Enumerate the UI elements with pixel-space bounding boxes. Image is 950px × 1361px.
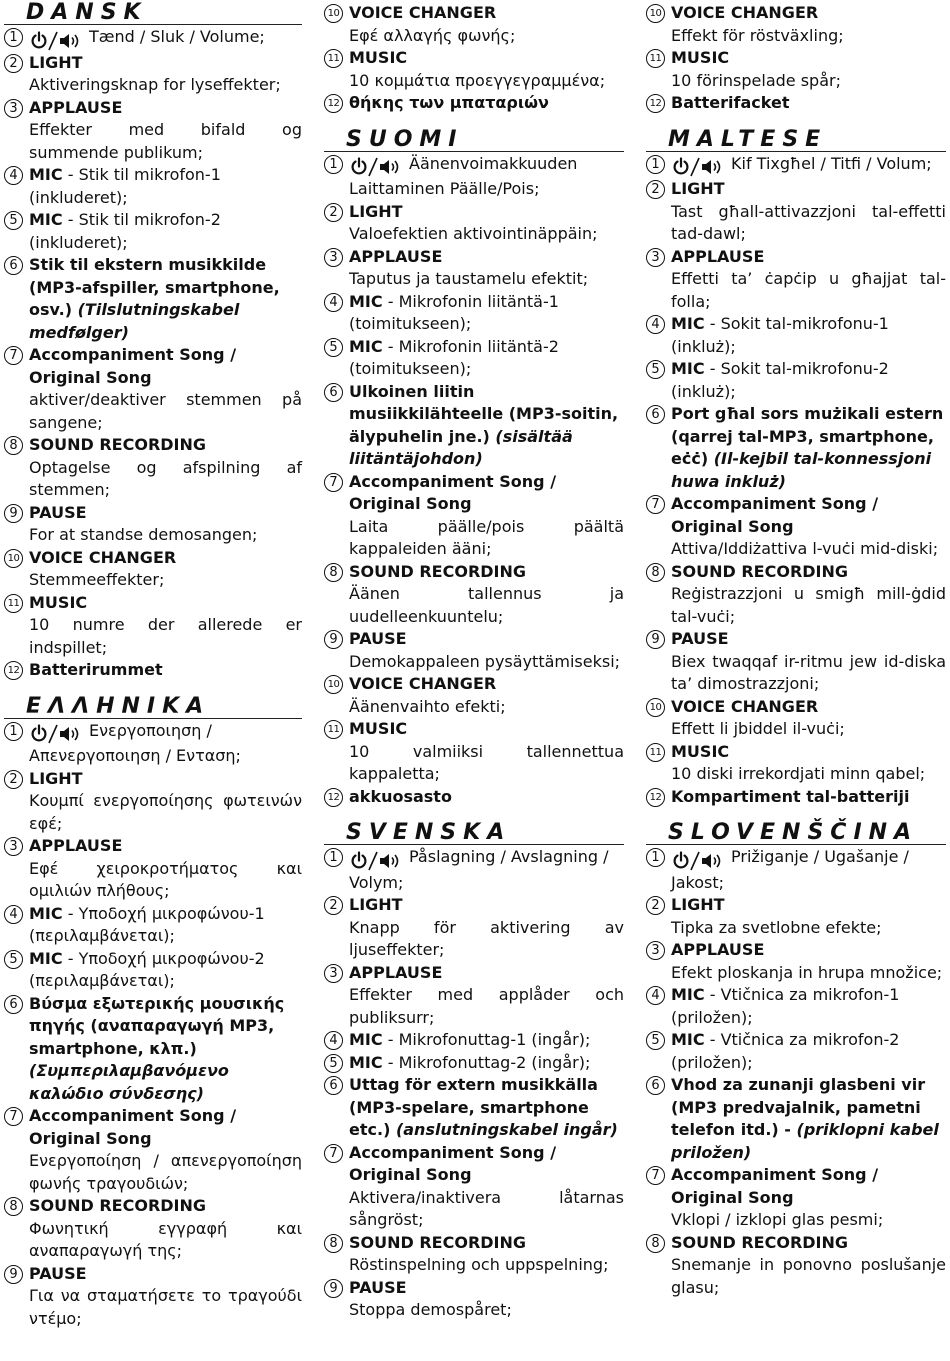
manual-item	[646, 1232, 946, 1300]
item-label: Accompaniment Song / Original Song	[671, 1165, 879, 1207]
manual-section	[324, 126, 624, 809]
item-number-badge: 8	[324, 1234, 343, 1253]
item-number-badge: 2	[4, 770, 23, 789]
item-label: Βύσμα εξωτερικής μουσικής πηγής (αναπαραγωγή MP3, smartphone, κλπ.)	[29, 993, 285, 1058]
column-2	[324, 2, 624, 1336]
manual-item	[324, 47, 624, 92]
item-number-badge: 1	[646, 155, 665, 174]
manual-item	[646, 696, 946, 741]
manual-item	[4, 26, 302, 52]
item-description: Φωνητική εγγραφή και αναπαραγωγή της;	[29, 1218, 302, 1260]
manual-item	[646, 846, 946, 894]
item-number-badge: 8	[646, 563, 665, 582]
manual-item	[646, 786, 946, 809]
item-number-badge: 1	[4, 722, 23, 741]
item-label: PAUSE	[349, 629, 407, 648]
column-3	[646, 2, 946, 1313]
manual-item	[646, 1164, 946, 1232]
item-description: Äänenvoimakkuuden Laittaminen Päälle/Pois;	[349, 153, 578, 198]
item-label: PAUSE	[349, 1277, 407, 1297]
item-number-badge: 5	[646, 360, 665, 379]
power-volume-icon	[671, 849, 727, 872]
manual-item	[324, 471, 624, 561]
manual-item	[4, 948, 302, 993]
item-label: APPLAUSE	[671, 246, 765, 266]
item-description: Demokappaleen pysäyttämiseksi;	[349, 651, 621, 671]
manual-item	[324, 381, 624, 471]
manual-item	[4, 52, 302, 97]
item-number-badge: 12	[324, 94, 343, 113]
item-description: Taputus ja taustamelu efektit;	[349, 269, 589, 288]
item-number-badge: 4	[646, 986, 665, 1005]
item-description: Attiva/Iddiżattiva l-vuċi mid-diski;	[671, 539, 939, 558]
item-description: - Stik til mikrofon-2 (inkluderet);	[29, 210, 221, 252]
item-label: APPLAUSE	[29, 836, 123, 855]
manual-item	[324, 846, 624, 894]
item-number-badge: 5	[324, 1054, 343, 1073]
manual-item	[646, 47, 946, 92]
item-description: - Sokit tal-mikrofonu-1 (inkluż);	[671, 314, 889, 356]
item-number-badge: 4	[324, 1031, 343, 1050]
manual-item	[4, 592, 302, 660]
item-label: VOICE CHANGER	[671, 3, 819, 22]
item-number-badge: 7	[646, 1166, 665, 1185]
manual-item	[4, 344, 302, 434]
manual-item	[324, 1232, 624, 1277]
item-description: Tast għall-attivazzjoni tal-effetti tad-dawl;	[671, 201, 946, 243]
manual-item	[324, 894, 624, 962]
item-label: MUSIC	[671, 48, 730, 67]
power-volume-icon-svg	[29, 724, 85, 744]
power-volume-icon-svg	[671, 157, 727, 177]
item-label: Accompaniment Song / Original Song	[29, 1106, 237, 1148]
item-cable-note: (Tilslutningskabel medfølger)	[29, 300, 240, 342]
item-number-badge: 3	[4, 99, 23, 118]
manual-section	[4, 2, 302, 682]
item-number-badge: 2	[4, 54, 23, 73]
manual-item	[646, 358, 946, 403]
item-number-badge: 4	[4, 905, 23, 924]
item-label: Port għal sors mużikali estern (qarrej tal-MP3, smartphone, eċċ)	[671, 404, 944, 468]
item-number-badge: 2	[324, 896, 343, 915]
manual-item	[324, 291, 624, 336]
item-number-badge: 12	[4, 661, 23, 680]
item-label: SOUND RECORDING	[671, 561, 849, 581]
item-number-badge: 6	[324, 383, 343, 402]
manual-item	[4, 903, 302, 948]
manual-item	[324, 92, 624, 115]
item-label: APPLAUSE	[349, 246, 443, 266]
item-label: MIC	[349, 336, 383, 356]
item-label: Ulkoinen liitin musiikkilähteelle (MP3-soitin, älypuhelin jne.)	[349, 381, 619, 446]
manual-item	[646, 2, 946, 47]
manual-item	[4, 434, 302, 502]
item-label: SOUND RECORDING	[29, 435, 207, 454]
manual-item	[4, 1105, 302, 1195]
item-description: 10 förinspelade spår;	[671, 70, 841, 90]
item-label: VOICE CHANGER	[349, 674, 497, 693]
power-volume-icon	[349, 156, 405, 179]
item-number-badge: 6	[4, 256, 23, 275]
item-number-badge: 9	[4, 504, 23, 523]
manual-section	[4, 693, 302, 1331]
manual-item	[646, 246, 946, 314]
item-description: 10 numre der allerede er indspillet;	[29, 615, 302, 657]
item-label: SOUND RECORDING	[671, 1232, 849, 1252]
item-description: - Mikrofonuttag-1 (ingår);	[382, 1030, 591, 1049]
manual-item	[324, 2, 624, 47]
item-label: akkuosasto	[349, 786, 452, 806]
item-number-badge: 12	[646, 788, 665, 807]
item-description: Äänenvaihto efekti;	[349, 696, 506, 716]
manual-section	[646, 822, 946, 1299]
manual-item	[324, 673, 624, 718]
item-description: Reġistrazzjoni u smigħ mill-ġdid tal-vuċi;	[671, 584, 946, 626]
item-number-badge: 3	[324, 248, 343, 267]
item-description: For at standse demosangen;	[29, 525, 258, 544]
item-number-badge: 3	[646, 248, 665, 267]
item-label: MIC	[671, 314, 705, 333]
item-cable-note: (Συμπεριλαμβανόμενο καλώδιο σύνδεσης)	[29, 1061, 229, 1103]
manual-item	[646, 1029, 946, 1074]
item-number-badge: 10	[646, 4, 665, 23]
item-label: MUSIC	[349, 48, 408, 67]
item-label: MIC	[671, 359, 705, 378]
item-description: Aktivera/inaktivera låtarnas sångröst;	[349, 1187, 624, 1229]
item-label: MUSIC	[349, 719, 408, 738]
manual-item	[4, 835, 302, 903]
item-number-badge: 8	[4, 1197, 23, 1216]
manual-item	[4, 720, 302, 768]
item-description: - Mikrofonuttag-2 (ingår);	[382, 1052, 591, 1072]
item-description: Effekter med bifald og summende publikum;	[29, 120, 302, 162]
item-description: Äänen tallennus ja uudelleenkuuntelu;	[349, 584, 624, 626]
manual-item	[324, 718, 624, 786]
manual-section	[646, 2, 946, 115]
item-label: LIGHT	[671, 179, 725, 198]
item-description: - Mikrofonin liitäntä-1 (toimitukseen);	[349, 291, 559, 333]
item-number-badge: 11	[4, 594, 23, 613]
manual-item	[4, 659, 302, 682]
manual-item	[646, 628, 946, 696]
item-description: Κουμπί ενεργοποίησης φωτεινών εφέ;	[29, 791, 302, 833]
item-number-badge: 5	[4, 950, 23, 969]
item-label: MUSIC	[29, 592, 88, 612]
item-label: MIC	[671, 985, 705, 1004]
item-number-badge: 7	[4, 346, 23, 365]
item-description: - Υποδοχή μικροφώνου-1 (περιλαμβάνεται);	[29, 903, 265, 945]
item-number-badge: 11	[324, 720, 343, 739]
item-number-badge: 9	[4, 1265, 23, 1284]
column-1	[4, 2, 302, 1344]
item-label: Uttag för extern musikkälla (MP3-spelare, smartphone etc.)	[349, 1075, 598, 1139]
manual-item	[4, 97, 302, 165]
item-number-badge: 1	[324, 848, 343, 867]
item-description: - Mikrofonin liitäntä-2 (toimitukseen);	[349, 336, 559, 378]
item-number-badge: 1	[4, 28, 23, 47]
item-description: Aktiveringsknap for lyseffekter;	[29, 75, 281, 94]
item-description: Laita päälle/pois päältä kappaleiden ääni;	[349, 516, 624, 558]
item-label: VOICE CHANGER	[29, 547, 177, 567]
item-number-badge: 8	[4, 436, 23, 455]
item-label: MIC	[29, 210, 63, 229]
item-label: LIGHT	[349, 895, 403, 914]
item-number-badge: 9	[324, 1279, 343, 1298]
item-label: MIC	[349, 291, 383, 311]
item-description: Valoefektien aktivointinäppäin;	[349, 224, 598, 243]
item-description: 10 valmiiksi tallennettua kappaletta;	[349, 741, 624, 783]
power-volume-icon	[671, 156, 727, 179]
item-number-badge: 10	[4, 549, 23, 568]
manual-item	[4, 547, 302, 592]
section-title: SVENSKA	[324, 822, 624, 845]
item-description: Stoppa demospåret;	[349, 1300, 512, 1319]
section-title: SLOVENŠČINA	[646, 822, 946, 845]
item-number-badge: 10	[324, 675, 343, 694]
manual-item	[4, 768, 302, 836]
item-number-badge: 6	[324, 1076, 343, 1095]
item-description: Ενεργοποίηση / απενεργοποίηση φωνής τραγουδιών;	[29, 1151, 302, 1193]
item-label: APPLAUSE	[671, 940, 765, 959]
item-label: Accompaniment Song / Original Song	[349, 1142, 557, 1184]
manual-item	[646, 313, 946, 358]
item-number-badge: 3	[4, 837, 23, 856]
item-label: LIGHT	[29, 768, 83, 788]
item-label: MIC	[29, 903, 63, 923]
manual-item	[4, 254, 302, 344]
item-number-badge: 6	[646, 1076, 665, 1095]
item-label: APPLAUSE	[29, 97, 123, 117]
item-number-badge: 5	[324, 338, 343, 357]
item-description: Biex twaqqaf ir-ritmu jew id-diska ta’ dimostrazzjoni;	[671, 651, 946, 693]
item-label: PAUSE	[29, 1263, 87, 1283]
manual-item	[4, 502, 302, 547]
manual-item	[646, 493, 946, 561]
item-description: Effett li jbiddel il-vuċi;	[671, 719, 845, 738]
section-title: ΕΛΛΗΝΙΚΑ	[4, 696, 302, 719]
manual-item	[324, 1074, 624, 1142]
manual-item	[324, 336, 624, 381]
item-number-badge: 4	[4, 166, 23, 185]
item-description: Efekt ploskanja in hrupa množice;	[671, 962, 943, 982]
item-description: Effekt för röstväxling;	[671, 25, 844, 45]
item-description: - Sokit tal-mikrofonu-2 (inkluż);	[671, 359, 889, 401]
item-label: VOICE CHANGER	[349, 3, 497, 22]
item-number-badge: 12	[646, 94, 665, 113]
manual-section	[324, 822, 624, 1322]
item-description: Röstinspelning och uppspelning;	[349, 1255, 609, 1274]
power-volume-icon-svg	[29, 31, 85, 51]
manual-item	[646, 561, 946, 629]
item-label: Accompaniment Song / Original Song	[29, 345, 237, 387]
item-label: Stik til ekstern musikkilde (MP3-afspiller, smartphone, osv.)	[29, 255, 280, 319]
manual-item	[646, 92, 946, 115]
item-description: Snemanje in ponovno poslušanje glasu;	[671, 1255, 946, 1297]
item-description: - Υποδοχή μικροφώνου-2 (περιλαμβάνεται);	[29, 948, 265, 990]
item-cable-note: (anslutningskabel ingår)	[390, 1120, 618, 1139]
manual-item	[4, 209, 302, 254]
manual-item	[646, 939, 946, 984]
item-label: MIC	[29, 948, 63, 968]
manual-item	[4, 1263, 302, 1331]
item-description: Tipka za svetlobne efekte;	[671, 917, 882, 937]
item-number-badge: 9	[324, 630, 343, 649]
item-number-badge: 4	[324, 293, 343, 312]
item-number-badge: 10	[646, 698, 665, 717]
manual-item	[324, 628, 624, 673]
manual-item	[324, 153, 624, 201]
manual-section	[324, 2, 624, 115]
item-label: SOUND RECORDING	[349, 1232, 527, 1252]
item-description: Prižiganje / Ugašanje / Jakost;	[671, 847, 909, 892]
manual-item	[646, 1074, 946, 1164]
item-description: Stemmeeffekter;	[29, 570, 165, 589]
item-number-badge: 8	[324, 563, 343, 582]
item-label: Batterirummet	[29, 660, 163, 679]
item-number-badge: 10	[324, 4, 343, 23]
power-volume-icon-svg	[349, 157, 405, 177]
item-label: SOUND RECORDING	[29, 1196, 207, 1215]
manual-item	[4, 993, 302, 1106]
item-description: Ενεργοποιηση / Απενεργοποιηση / Ενταση;	[29, 720, 241, 765]
item-number-badge: 2	[646, 180, 665, 199]
item-number-badge: 11	[324, 49, 343, 68]
manual-item	[324, 962, 624, 1030]
manual-item	[324, 246, 624, 291]
item-label: PAUSE	[29, 502, 87, 522]
item-label: Accompaniment Song / Original Song	[349, 471, 557, 513]
item-number-badge: 12	[324, 788, 343, 807]
item-number-badge: 9	[646, 630, 665, 649]
item-number-badge: 7	[324, 473, 343, 492]
section-title: SUOMI	[324, 129, 624, 152]
section-title: MALTESE	[646, 129, 946, 152]
item-label: LIGHT	[29, 52, 83, 72]
item-number-badge: 8	[646, 1234, 665, 1253]
item-number-badge: 7	[646, 495, 665, 514]
item-label: PAUSE	[671, 629, 729, 648]
power-volume-icon	[349, 849, 405, 872]
item-number-badge: 2	[324, 203, 343, 222]
item-label: Vhod za zunanji glasbeni vir (MP3 predvajalnik, pametni telefon itd.) -	[671, 1075, 926, 1139]
item-cable-note: (sisältää liitäntäjohdon)	[349, 426, 573, 468]
power-volume-icon	[29, 29, 85, 52]
item-description: Tænd / Sluk / Volume;	[89, 27, 265, 46]
item-description: Εφέ χειροκροτήματος και ομιλιών πλήθους;	[29, 858, 302, 900]
manual-item	[324, 786, 624, 809]
item-label: VOICE CHANGER	[671, 696, 819, 716]
item-label: MUSIC	[671, 741, 730, 761]
manual-item	[646, 984, 946, 1029]
manual-item	[324, 1052, 624, 1075]
item-label: MIC	[349, 1052, 383, 1072]
item-number-badge: 7	[4, 1107, 23, 1126]
item-label: Accompaniment Song / Original Song	[671, 494, 879, 536]
manual-item	[4, 1195, 302, 1263]
manual-item	[646, 894, 946, 939]
item-number-badge: 7	[324, 1144, 343, 1163]
item-description: Vklopi / izklopi glas pesmi;	[671, 1210, 884, 1229]
item-description: Optagelse og afspilning af stemmen;	[29, 457, 302, 499]
item-description: Effekter med applåder och publiksurr;	[349, 985, 624, 1027]
manual-item	[324, 1029, 624, 1052]
item-number-badge: 6	[646, 405, 665, 424]
item-label: MIC	[671, 1030, 705, 1049]
item-label: MIC	[29, 165, 63, 184]
item-description: 10 diski irrekordjati minn qabel;	[671, 764, 926, 783]
item-label: LIGHT	[349, 201, 403, 221]
item-number-badge: 1	[324, 155, 343, 174]
item-label: LIGHT	[671, 895, 725, 914]
power-volume-icon-svg	[671, 851, 727, 871]
item-number-badge: 3	[646, 941, 665, 960]
item-label: Kompartiment tal-batteriji	[671, 786, 910, 806]
manual-item	[324, 1277, 624, 1322]
item-number-badge: 6	[4, 995, 23, 1014]
item-description: 10 κομμάτια προεγγεγραμμένα;	[349, 70, 606, 90]
item-description: Knapp för aktivering av ljuseffekter;	[349, 917, 624, 959]
manual-item	[646, 403, 946, 493]
item-description: - Vtičnica za mikrofon-1 (priložen);	[671, 985, 900, 1027]
manual-section	[646, 126, 946, 809]
manual-item	[324, 561, 624, 629]
item-description: Εφέ αλλαγής φωνής;	[349, 25, 516, 45]
item-number-badge: 2	[646, 896, 665, 915]
manual-item	[646, 178, 946, 246]
item-number-badge: 3	[324, 964, 343, 983]
item-number-badge: 4	[646, 315, 665, 334]
power-volume-icon-svg	[349, 851, 405, 871]
manual-item	[646, 153, 946, 179]
item-label: MIC	[349, 1030, 383, 1049]
manual-item	[324, 201, 624, 246]
item-label: Batterifacket	[671, 93, 790, 112]
item-description: Kif Tixgħel / Titfi / Volum;	[731, 153, 932, 173]
item-description: Effetti ta’ ċapċip u għajjat tal-folla;	[671, 269, 946, 311]
item-cable-note: (Il-kejbil tal-konnessjoni huwa inkluż)	[671, 449, 932, 491]
manual-item	[4, 164, 302, 209]
item-description: aktiver/deaktiver stemmen på sangene;	[29, 390, 302, 432]
item-number-badge: 1	[646, 848, 665, 867]
section-title: DANSK	[4, 2, 302, 25]
manual-item	[324, 1142, 624, 1232]
item-description: Påslagning / Avslagning / Volym;	[349, 847, 609, 892]
item-number-badge: 11	[646, 49, 665, 68]
item-description: - Vtičnica za mikrofon-2 (priložen);	[671, 1030, 900, 1072]
item-label: θήκης των μπαταριών	[349, 93, 549, 112]
item-label: APPLAUSE	[349, 962, 443, 982]
manual-item	[646, 741, 946, 786]
item-number-badge: 5	[646, 1031, 665, 1050]
item-number-badge: 5	[4, 211, 23, 230]
item-description: Για να σταματήσετε το τραγούδι ντέμο;	[29, 1286, 302, 1328]
item-cable-note: (priklopni kabel priložen)	[671, 1120, 939, 1162]
item-description: - Stik til mikrofon-1 (inkluderet);	[29, 165, 221, 207]
item-number-badge: 11	[646, 743, 665, 762]
power-volume-icon	[29, 723, 85, 746]
item-label: SOUND RECORDING	[349, 561, 527, 581]
